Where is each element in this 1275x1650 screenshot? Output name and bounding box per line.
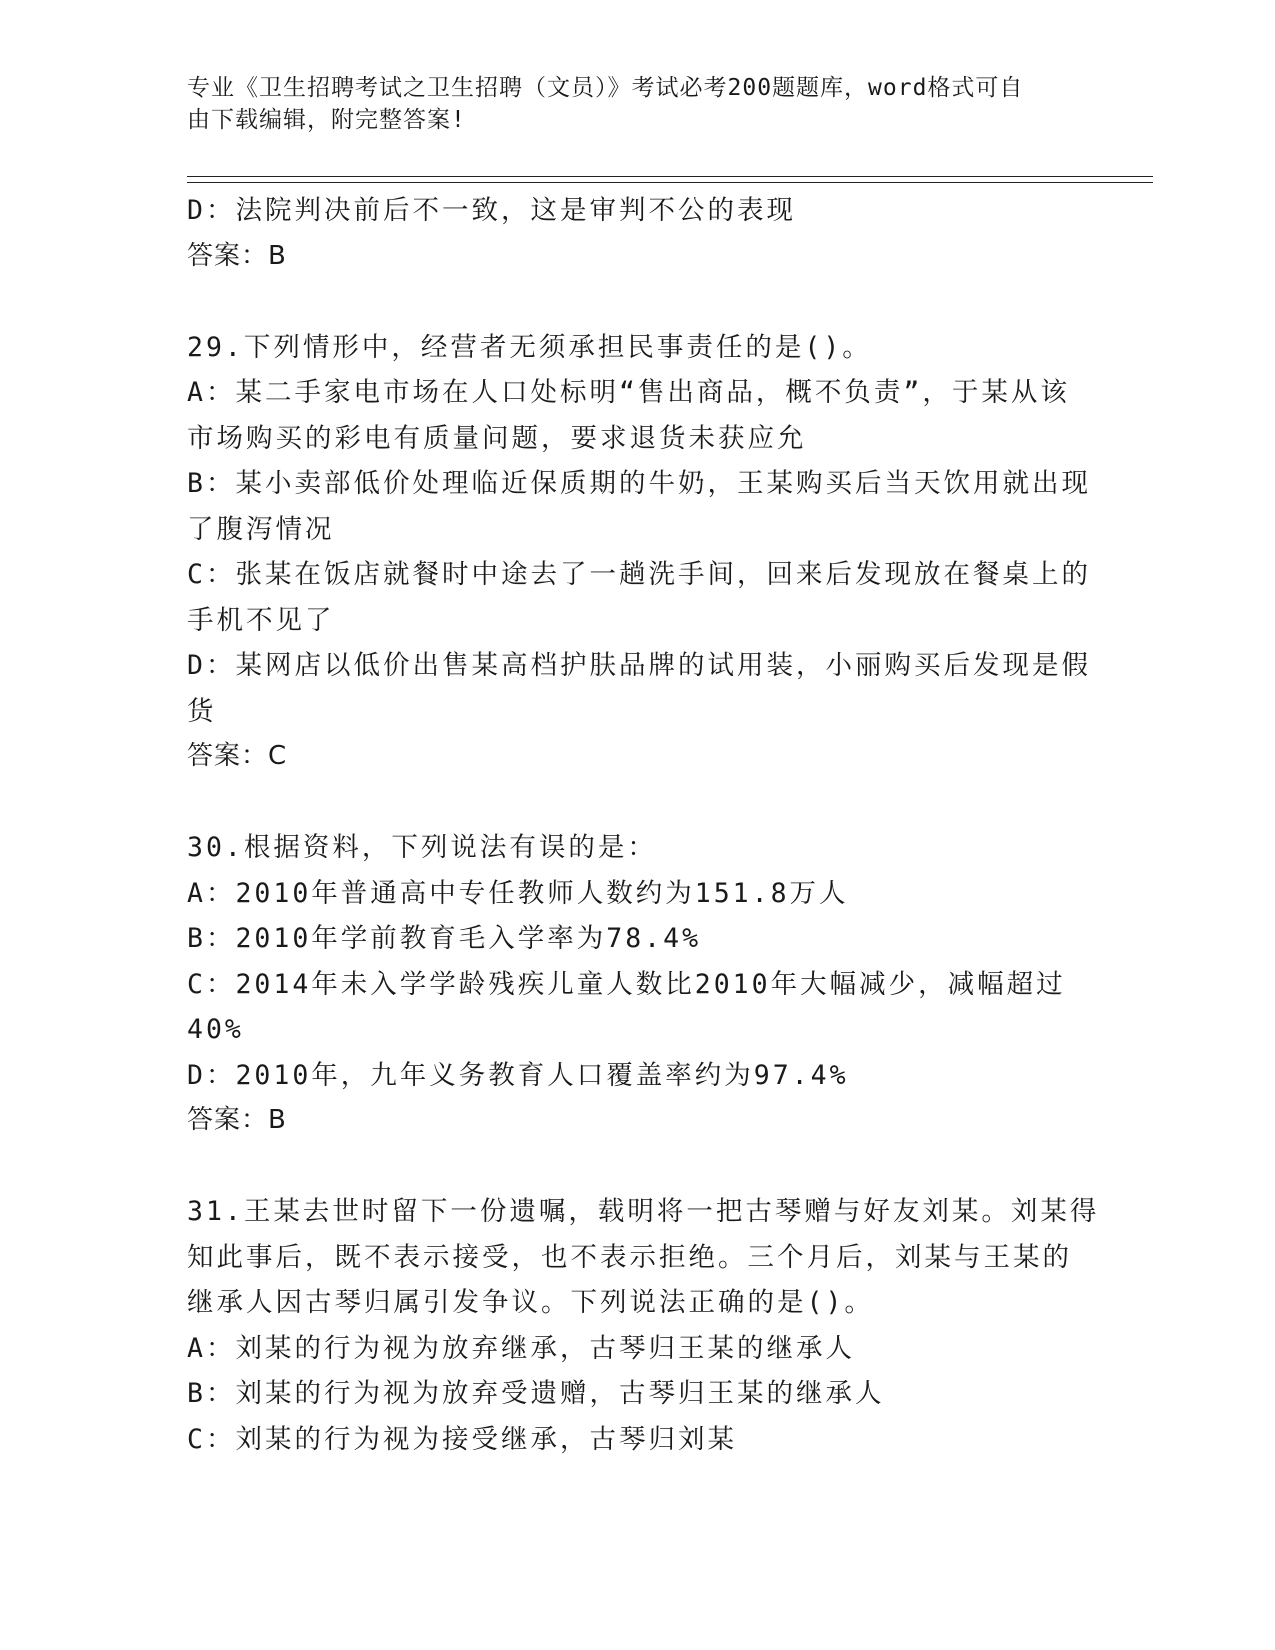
header-rule-bottom (187, 182, 1153, 183)
option-d: D：某网店以低价出售某高档护肤品牌的试用装，小丽购买后发现是假 (187, 650, 1091, 681)
option-b: B：刘某的行为视为放弃受遗赠，古琴归王某的继承人 (187, 1378, 885, 1409)
question-stem: 30.根据资料，下列说法有误的是： (187, 832, 657, 863)
spacer (187, 780, 1067, 826)
option-c: C：刘某的行为视为接受继承，古琴归刘某 (187, 1423, 737, 1455)
answer-line: 答案：B (187, 240, 287, 271)
question-stem: 31.王某去世时留下一份遗嘱，载明将一把古琴赠与好友刘某。刘某得 (187, 1196, 1100, 1227)
option-b: B：2010年学前教育毛入学率为78.4% (187, 923, 702, 954)
option-b-continued: 了腹泻情况 (187, 513, 335, 545)
option-c-continued: 手机不见了 (187, 604, 335, 636)
option-a: A：2010年普通高中专任教师人数约为151.8万人 (187, 877, 849, 909)
header-line-2: 由下载编辑，附完整答案! (187, 107, 466, 133)
option-c: C：张某在饭店就餐时中途去了一趟洗手间，回来后发现放在餐桌上的 (187, 559, 1091, 590)
option-d: D：法院判决前后不一致，这是审判不公的表现 (187, 195, 796, 226)
question-block-29 (187, 325, 1091, 780)
question-block-28 (187, 188, 1067, 279)
spacer (187, 279, 1067, 325)
option-b: B：某小卖部低价处理临近保质期的牛奶，王某购买后当天饮用就出现 (187, 468, 1091, 499)
answer-line: 答案：B (187, 1105, 287, 1135)
question-stem-continued: 继承人因古琴归属引发争议。下列说法正确的是()。 (187, 1287, 874, 1318)
question-stem: 29.下列情形中，经营者无须承担民事责任的是()。 (187, 331, 872, 363)
question-block-31 (187, 1189, 1100, 1462)
option-c-continued: 40% (187, 1014, 244, 1045)
option-d: D：2010年，九年义务教育人口覆盖率约为97.4% (187, 1059, 849, 1091)
spacer (187, 1144, 1067, 1190)
question-block-30 (187, 825, 1067, 1144)
option-a: A：某二手家电市场在人口处标明“售出商品，概不负责”，于某从该 (187, 377, 1070, 408)
option-a-continued: 市场购买的彩电有质量问题，要求退货未获应允 (187, 422, 807, 454)
question-stem-continued: 知此事后，既不表示接受，也不表示拒绝。三个月后，刘某与王某的 (187, 1241, 1072, 1273)
option-d-continued: 货 (187, 695, 217, 727)
header-line-1: 专业《卫生招聘考试之卫生招聘（文员）》考试必考200题题库，word格式可自 (187, 75, 1024, 101)
answer-line: 答案：C (187, 741, 288, 771)
option-c: C：2014年未入学学龄残疾儿童人数比2010年大幅减少，减幅超过 (187, 968, 1066, 1000)
document-body (187, 188, 1100, 1462)
document-header (187, 72, 1067, 136)
header-rule-top (187, 176, 1153, 177)
option-a: A：刘某的行为视为放弃继承，古琴归王某的继承人 (187, 1332, 855, 1364)
